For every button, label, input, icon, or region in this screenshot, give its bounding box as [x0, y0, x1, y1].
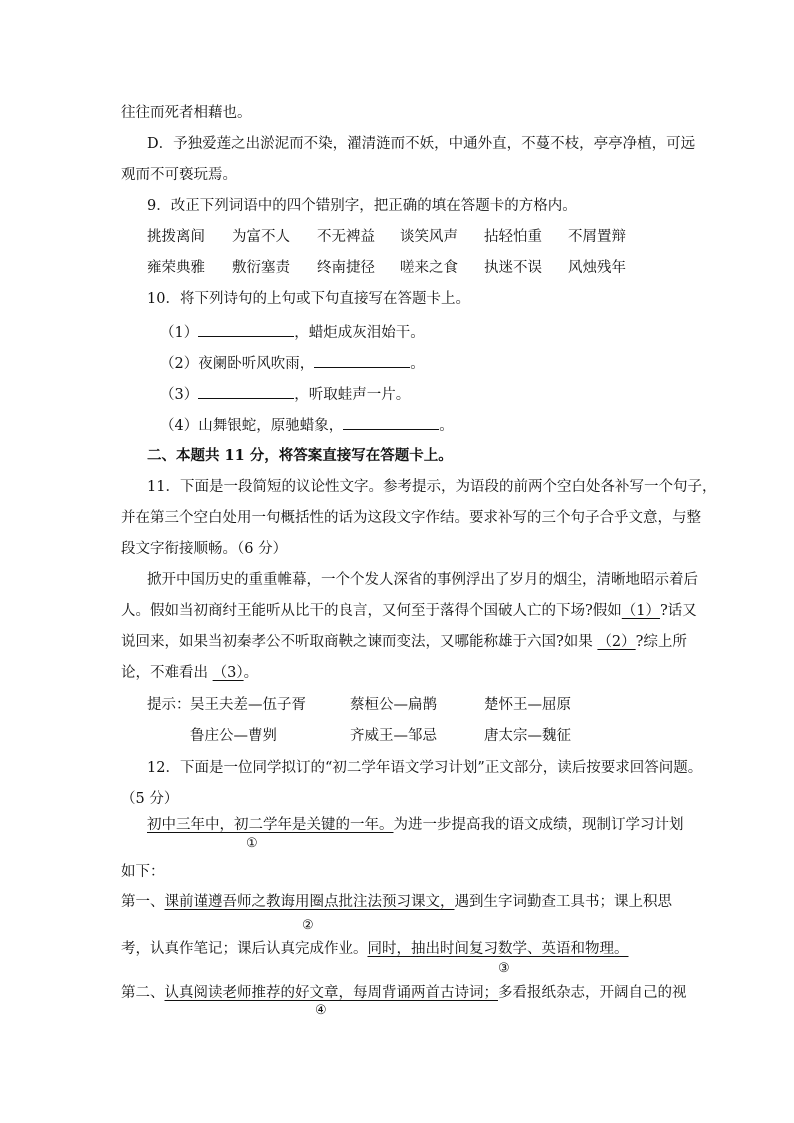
q12-plan-text: 为进一步提高我的语文成绩，现制订学习计划	[393, 817, 684, 833]
q11-hint: 吴王夫差—伍子胥	[190, 697, 306, 713]
q11-blank-3: （3）	[212, 665, 244, 681]
answer-blank	[198, 383, 294, 399]
q11-passage-line4	[121, 663, 258, 683]
q10-item-3	[160, 383, 410, 405]
q11-hint: 齐威王—邹忌	[350, 728, 437, 744]
circled-number-1: ①	[246, 836, 258, 851]
q9-word: 挑拨离间	[147, 229, 205, 245]
q12-plan-text: 考，认真作笔记；课后认真完成作业。	[121, 941, 368, 957]
q9-word: 拈轻怕重	[484, 229, 542, 245]
q12-plan-line3	[121, 892, 672, 912]
q9-stem: 9．改正下列词语中的四个错别字，把正确的填在答题卡的方格内。	[147, 198, 577, 214]
circled-number-2: ②	[302, 918, 314, 933]
q9-word: 敷衍塞责	[232, 260, 290, 276]
q11-passage-text: ?话又	[660, 603, 697, 619]
q12-plan-line4	[121, 939, 629, 959]
q11-stem-line1: 11．下面是一段简短的议论性文字。参考提示，为语段的前两个空白处各补写一个句子，	[147, 479, 717, 495]
q11-blank-1: （1）	[621, 603, 661, 619]
q11-hint: 楚怀王—屈原	[484, 697, 571, 713]
answer-blank	[343, 414, 439, 430]
q11-passage-line1: 掀开中国历史的重重帷幕，一个个发人深省的事例浮出了岁月的烟尘，清晰地昭示着后	[147, 572, 698, 588]
circled-number-4: ④	[315, 1003, 327, 1018]
q12-plan-line5	[121, 983, 687, 1003]
q11-hint: 蔡桓公—扁鹊	[350, 697, 437, 713]
q11-passage-text: ?综上所	[635, 634, 687, 650]
answer-blank	[198, 321, 294, 337]
q9-word: 不屑置辩	[568, 229, 626, 245]
q12-plan-text: 多看报纸杂志，开阔自己的视	[498, 985, 687, 1001]
q12-plan-text: 第一、	[121, 894, 165, 910]
q11-passage-line3	[121, 632, 687, 652]
q9-word: 为富不人	[232, 229, 290, 245]
q11-stem-line2: 并在第三个空白处用一句概括性的话为这段文字作结。要求补写的三个句子合乎文意，与整	[121, 510, 701, 526]
q9-word: 谈笑风声	[400, 229, 458, 245]
q10-item-text: 。	[410, 356, 425, 372]
q12-underlined-sentence-3: 同时，抽出时间复习数学、英语和物理。	[367, 941, 629, 957]
q12-stem-line1: 12．下面是一位同学拟订的“初二学年语文学习计划”正文部分，读后按要求回答问题。	[147, 760, 703, 776]
q10-item-label: （1）	[160, 325, 199, 341]
q12-underlined-sentence-4: 认真阅读老师推荐的好文章，每周背诵两首古诗词；	[164, 985, 498, 1001]
q9-word: 风烛残年	[568, 260, 626, 276]
q12-plan-line2: 如下：	[121, 864, 165, 880]
answer-blank	[314, 352, 410, 368]
q11-hint-label: 提示：	[147, 697, 191, 713]
q11-stem-line3: 段文字衔接顺畅。（6 分）	[121, 541, 288, 557]
q8-option-d-line2: 观而不可亵玩焉。	[121, 167, 237, 183]
q8-tail-line: 往往而死者相藉也。	[121, 105, 252, 121]
q9-word: 嗟来之食	[400, 260, 458, 276]
q11-passage-text: 。	[243, 665, 259, 681]
q10-item-text: （2）夜阑卧听风吹雨，	[160, 356, 315, 372]
q10-item-text: 。	[439, 418, 454, 434]
q11-blank-2: （2）	[597, 634, 636, 650]
q10-item-text: ，听取蛙声一片。	[294, 387, 411, 403]
q9-word: 执迷不误	[484, 260, 542, 276]
q12-stem-line2: （5 分）	[121, 791, 179, 807]
q9-word: 不无裨益	[317, 229, 375, 245]
q12-plan-text: 遇到生字词勤查工具书；课上积思	[454, 894, 672, 910]
q8-option-d-line1: D．予独爱莲之出淤泥而不染，濯清涟而不妖，中通外直，不蔓不枝，亭亭净植，可远	[147, 136, 696, 152]
q11-passage-line2	[121, 601, 697, 621]
q10-item-4	[160, 414, 454, 436]
q10-item-label: （3）	[160, 387, 199, 403]
q12-plan-line1	[147, 815, 684, 835]
q10-stem: 10．将下列诗句的上句或下句直接写在答题卡上。	[147, 291, 470, 307]
q11-passage-text: 论，不难看出	[121, 665, 213, 681]
circled-number-3: ③	[498, 961, 510, 976]
q9-word: 终南捷径	[317, 260, 375, 276]
q10-item-2	[160, 352, 425, 374]
q10-item-text: ，蜡炬成灰泪始干。	[294, 325, 425, 341]
section-heading: 二、本题共 11 分，将答案直接写在答题卡上。	[147, 447, 453, 464]
q11-passage-text: 人。假如当初商纣王能听从比干的良言，又何至于落得个国破人亡的下场?假如	[121, 603, 622, 619]
q12-underlined-sentence-2: 课前谨遵吾师之教诲用圈点批注法预习课文，	[164, 894, 455, 910]
q10-item-text: （4）山舞银蛇，原驰蜡象，	[160, 418, 344, 434]
q10-item-1	[160, 321, 425, 343]
q11-hint: 唐太宗—魏征	[484, 728, 571, 744]
q12-plan-text: 第二、	[121, 985, 165, 1001]
q11-passage-text: 说回来，如果当初秦孝公不听取商鞅之谏而变法，又哪能称雄于六国?如果	[121, 634, 598, 650]
q9-word: 雍荣典雅	[147, 260, 205, 276]
q11-hint: 鲁庄公—曹刿	[190, 728, 277, 744]
q12-underlined-sentence-1: 初中三年中，初二学年是关键的一年。	[147, 817, 394, 833]
